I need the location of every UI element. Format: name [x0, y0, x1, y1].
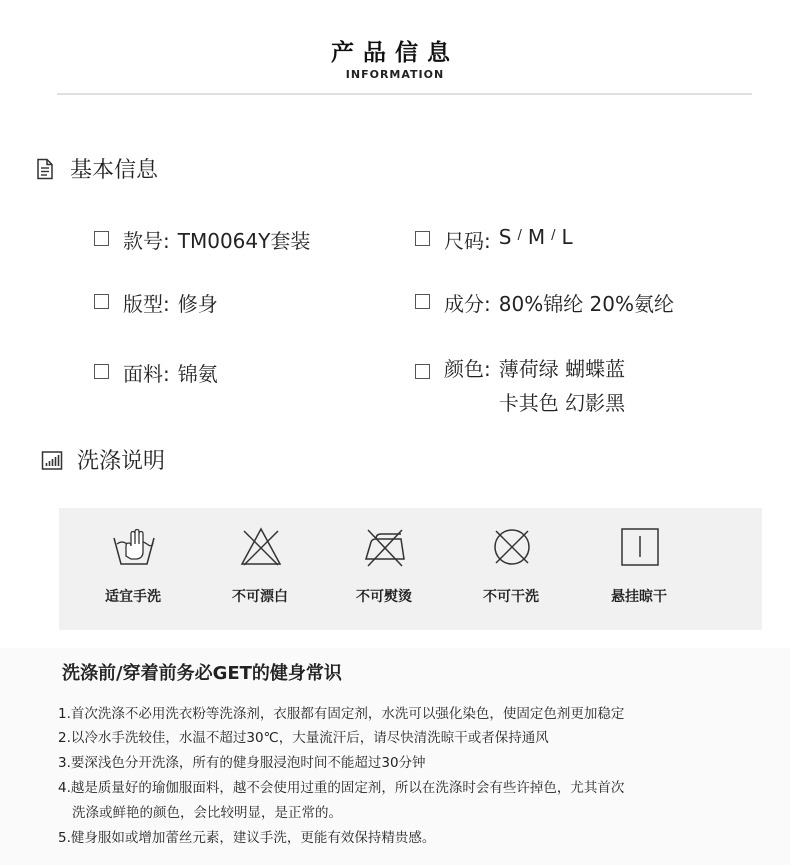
color-line-1: 薄荷绿 蝴蝶蓝: [498, 357, 626, 381]
checkbox-icon: [94, 294, 109, 309]
care-item-no-iron: [329, 508, 439, 630]
fit-value: 修身: [177, 292, 218, 316]
tip-line: 1.首次洗涤不必用洗衣粉等洗涤剂，衣服都有固定剂，水洗可以强化染色，使固定色剂更加稳定: [58, 706, 625, 722]
style-no-label: 款号:: [123, 229, 170, 253]
style-no-value: TM0064Y套装: [177, 229, 311, 253]
field-fabric: [94, 358, 218, 387]
fit-label: 版型:: [123, 292, 170, 316]
tip-line: 4.越是质量好的瑜伽服面料，越不会使用过重的固定剂，所以在洗涤时会有些许掉色，尤其首次: [58, 780, 625, 796]
care-item-hand-wash: [78, 508, 188, 630]
care-item-no-bleach: [205, 508, 315, 630]
size-separator: /: [517, 228, 522, 243]
field-composition: [415, 288, 674, 317]
washing-heading-text: 洗涤说明: [77, 449, 166, 474]
size-value-l: L: [561, 225, 573, 249]
size-value-m: M: [527, 225, 546, 249]
color-line-2: 卡其色 幻影黑: [498, 391, 626, 415]
color-label: 颜色:: [444, 357, 491, 381]
field-fit: [94, 288, 218, 317]
document-icon: [34, 158, 56, 180]
field-color: [415, 352, 625, 420]
checkbox-icon: [415, 231, 430, 246]
bar-chart-icon: [41, 449, 63, 471]
checkbox-icon: [94, 231, 109, 246]
tip-line: 5.健身服如或增加蕾丝元素，建议手洗，更能有效保持精贵感。: [58, 830, 436, 846]
care-item-hang-dry: [584, 508, 694, 630]
field-size: [415, 225, 573, 254]
tips-title: 洗涤前/穿着前务必GET的健身常识: [62, 663, 342, 684]
size-value-s: S: [498, 225, 512, 249]
hang-dry-icon: [618, 526, 662, 568]
tip-line: 3.要深浅色分开洗涤，所有的健身服浸泡时间不能超过30分钟: [58, 755, 426, 771]
checkbox-icon: [415, 294, 430, 309]
care-label: 适宜手洗: [105, 589, 161, 605]
no-bleach-icon: [239, 526, 283, 568]
care-label: 不可漂白: [232, 589, 288, 605]
care-label: 悬挂晾干: [611, 589, 667, 605]
basic-info-heading: [34, 153, 158, 184]
page-subtitle: INFORMATION: [345, 68, 445, 81]
care-item-no-dry-clean: [456, 508, 566, 630]
color-values: [499, 352, 625, 420]
washing-heading: [41, 444, 165, 475]
tip-line: 2.以冷水手洗较佳，水温不超过30℃，大量流汗后，请尽快清洗晾干或者保持通风: [58, 730, 549, 746]
fabric-label: 面料:: [123, 362, 170, 386]
composition-label: 成分:: [444, 292, 491, 316]
page-title: 产品信息: [331, 40, 459, 66]
field-style-no: [94, 225, 310, 254]
tip-line: 洗涤或鲜艳的颜色，会比较明显，是正常的。: [72, 805, 342, 821]
no-iron-icon: [363, 526, 407, 568]
checkbox-icon: [415, 364, 430, 379]
care-label: 不可熨烫: [356, 589, 412, 605]
basic-info-heading-text: 基本信息: [70, 158, 159, 183]
size-label: 尺码:: [444, 229, 491, 253]
care-label: 不可干洗: [483, 589, 539, 605]
checkbox-icon: [94, 364, 109, 379]
fabric-value: 锦氨: [177, 362, 218, 386]
care-symbols-panel: [59, 508, 762, 630]
hand-wash-icon: [112, 526, 156, 568]
no-dry-clean-icon: [490, 526, 534, 568]
size-separator: /: [551, 228, 556, 243]
header-divider: [57, 93, 752, 95]
composition-value: 80%锦纶 20%氨纶: [498, 292, 675, 316]
